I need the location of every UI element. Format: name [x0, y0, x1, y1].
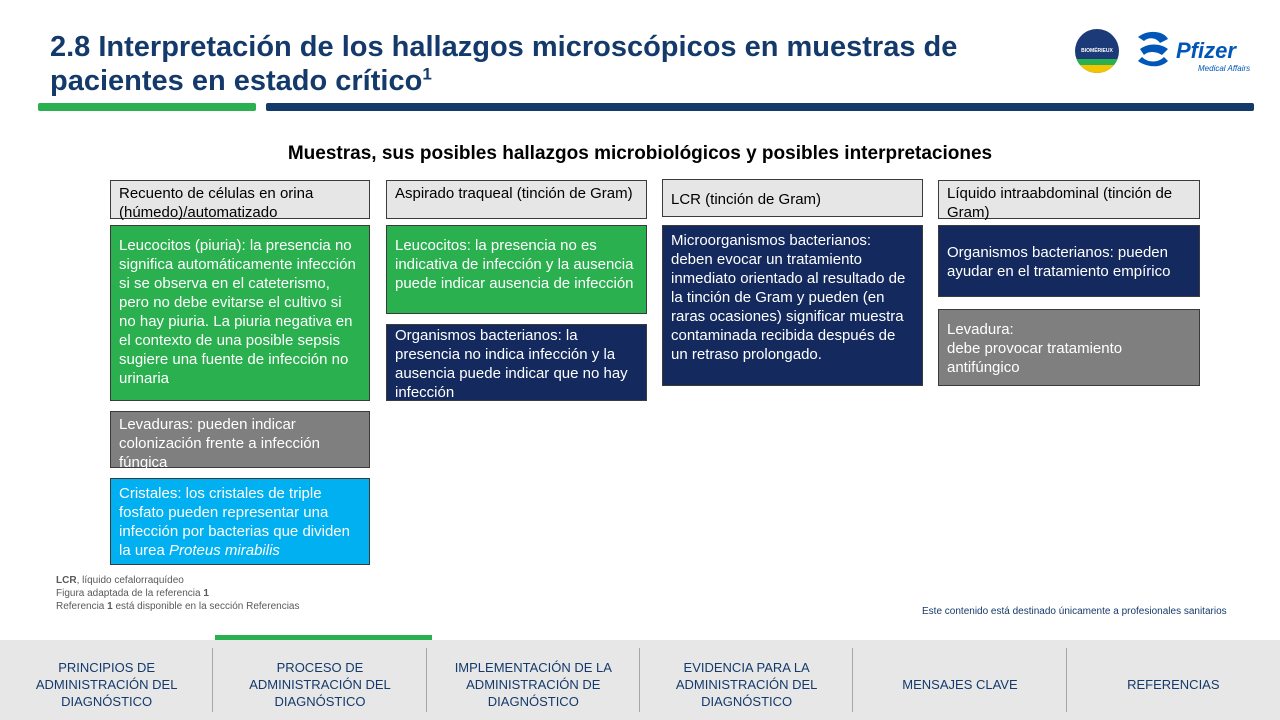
box-abdominal-yeast [938, 309, 1200, 386]
nav-item-label: IMPLEMENTACIÓN DE LA ADMINISTRACIÓN DE DIAGNÓSTICO [454, 659, 612, 709]
nav-item-principios[interactable] [0, 640, 213, 720]
pfizer-logo-subtext: Medical Affairs [1198, 64, 1251, 73]
box-abdominal-yeast-line2: debe provocar tratamiento antifúngico [947, 340, 1123, 376]
column-header-abdominal: Líquido intraabdominal (tinción de Gram) [938, 180, 1200, 219]
box-urine-crystals-organism: Proteus mirabilis [169, 542, 280, 559]
footnote-reference: Referencia 1 está disponible en la sección Referencias [56, 601, 300, 612]
box-urine-leukocytes: Leucocitos (piuria): la presencia no significa automáticamente infección si se observa en el cateterismo, pero no debe evitarse el cultivo si no hay piuria. La piuria negativa en el contexto de una posible sepsis sugiere una fuente de infección no urinaria [110, 225, 370, 401]
box-csf-bacteria: Microorganismos bacterianos: deben evocar un tratamiento inmediato orientado al resultado de la tinción de Gram y pueden (en raras ocasiones) significar muestra contaminada recibida después de un retraso prolongado. [662, 225, 923, 386]
column-header-csf: LCR (tinción de Gram) [662, 179, 923, 217]
title-reference-sup: 1 [422, 64, 432, 84]
footnote-figure: Figura adaptada de la referencia 1 [56, 588, 209, 599]
nav-item-label: PROCESO DE ADMINISTRACIÓN DEL DIAGNÓSTICO [249, 659, 391, 709]
nav-item-evidencia[interactable] [640, 640, 853, 720]
title-accent-bar-green [38, 103, 256, 111]
nav-item-label: MENSAJES CLAVE [902, 676, 1018, 692]
bottom-navigation [0, 640, 1280, 720]
footnotes [56, 574, 299, 613]
pfizer-logo [1134, 27, 1256, 75]
column-header-tracheal: Aspirado traqueal (tinción de Gram) [386, 180, 647, 219]
biomerieux-logo [1073, 28, 1121, 74]
nav-item-referencias[interactable] [1067, 640, 1280, 720]
biomerieux-logo-text: BIOMÉRIEUX [1081, 48, 1113, 54]
footnote-abbreviation: LCR, líquido cefalorraquídeo [56, 575, 184, 586]
box-urine-crystals [110, 478, 370, 565]
nav-item-label: PRINCIPIOS DE ADMINISTRACIÓN DEL DIAGNÓSTICO [35, 659, 178, 709]
professional-disclaimer: Este contenido está destinado únicamente a profesionales sanitarios [922, 606, 1227, 617]
nav-item-label: REFERENCIAS [1127, 676, 1220, 692]
section-subtitle: Muestras, sus posibles hallazgos microbiológicos y posibles interpretaciones [287, 143, 993, 164]
box-tracheal-leukocytes: Leucocitos: la presencia no es indicativa de infección y la ausencia puede indicar ausencia de infección [386, 225, 647, 314]
nav-item-mensajes[interactable] [853, 640, 1066, 720]
box-abdominal-yeast-line1: Levadura: [947, 321, 1014, 338]
box-tracheal-bacteria: Organismos bacterianos: la presencia no indica infección y la ausencia puede indicar que no hay infección [386, 324, 647, 401]
column-header-urine: Recuento de células en orina (húmedo)/automatizado [110, 180, 370, 219]
nav-item-implementacion[interactable] [427, 640, 640, 720]
pfizer-logo-text: Pfizer [1176, 38, 1236, 63]
nav-item-proceso[interactable] [213, 640, 426, 720]
box-abdominal-bacteria: Organismos bacterianos: pueden ayudar en el tratamiento empírico [938, 225, 1200, 297]
box-urine-yeasts: Levaduras: pueden indicar colonización frente a infección fúngica [110, 411, 370, 468]
page-title [50, 30, 1060, 98]
title-accent-bar-blue [266, 103, 1254, 111]
page-title-text: 2.8 Interpretación de los hallazgos microscópicos en muestras de pacientes en estado crítico [50, 31, 958, 97]
box-urine-crystals-text: Cristales: los cristales de triple fosfato pueden representar una infección por bacterias que dividen la urea [119, 485, 350, 559]
nav-item-label: EVIDENCIA PARA LA ADMINISTRACIÓN DEL DIAGNÓSTICO [675, 659, 818, 709]
